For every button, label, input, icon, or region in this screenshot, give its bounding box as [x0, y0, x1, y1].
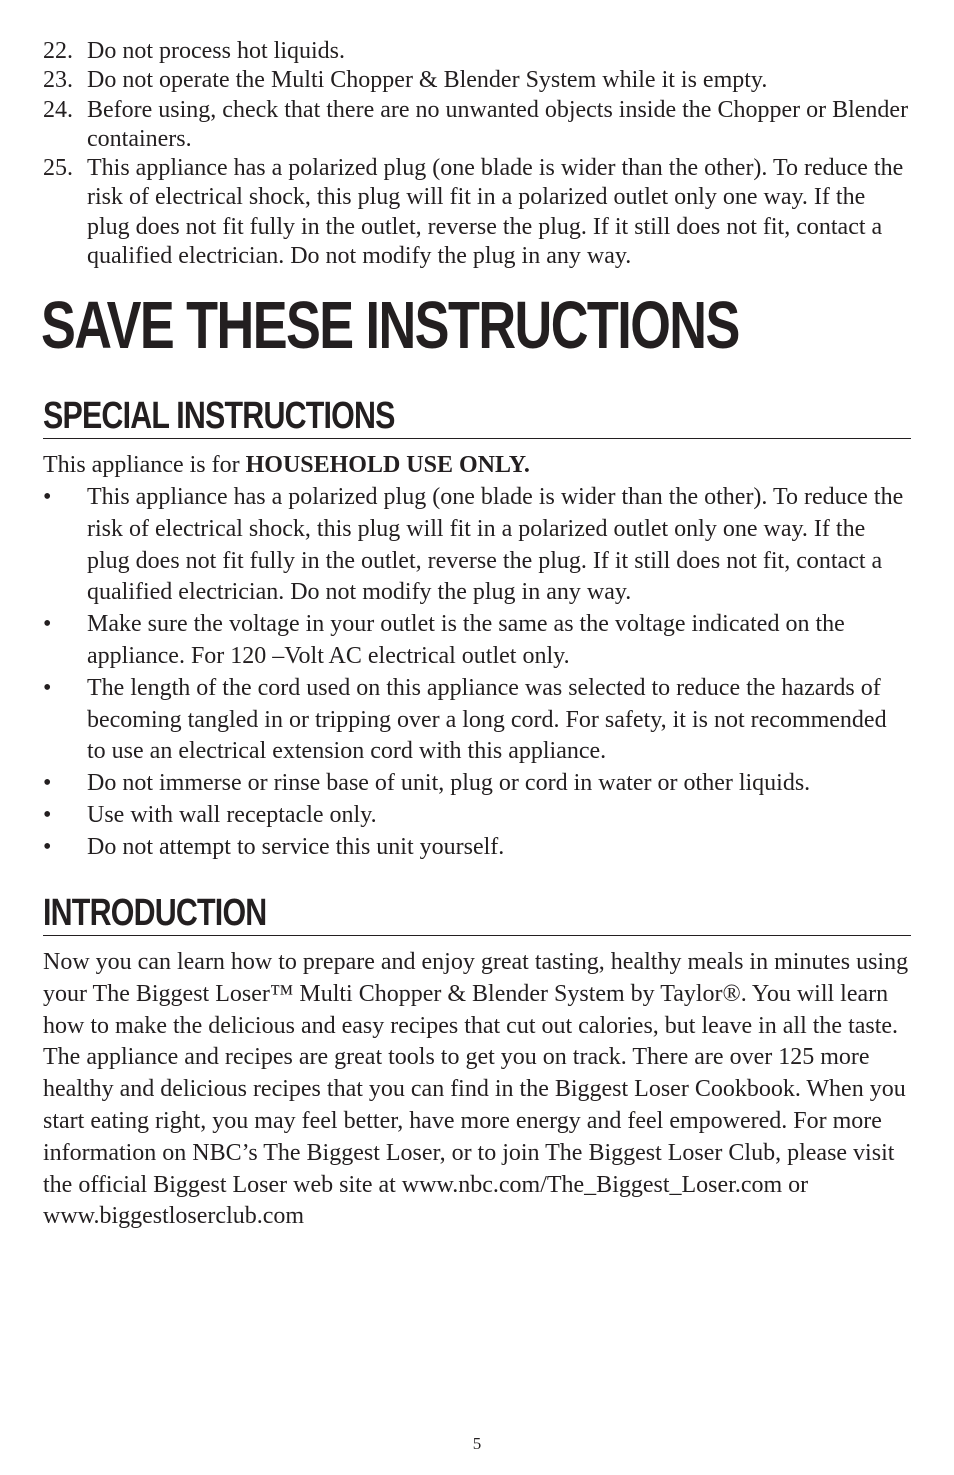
list-item [43, 673, 911, 768]
list-item [43, 96, 911, 155]
introduction-heading [43, 891, 911, 936]
list-item [43, 609, 911, 673]
bullet-text: Do not immerse or rinse base of unit, plug or cord in water or other liquids. [87, 770, 811, 797]
bullet-icon: • [43, 801, 52, 828]
bullet-icon: • [43, 833, 52, 860]
bullet-text: Make sure the voltage in your outlet is the same as the voltage indicated on the appliance. For 120 –Volt AC electrical outlet only. [87, 611, 845, 669]
introduction-paragraph: Now you can learn how to prepare and enjoy great tasting, healthy meals in minutes using your The Biggest Loser™ Multi Chopper & Blender System by Taylor®. You will learn how to make the delicious and easy recipes that cut out calories, but leave in all the taste. The appliance and recipes are great tools to get you on track. There are over 125 more healthy and delicious recipes that you can find in the Biggest Loser Cookbook. When you start eating right, you may feel better, have more energy and feel empowered. For more information on NBC’s The Biggest Loser, or to join The Biggest Loser Club, please visit the official Biggest Loser web site at www.nbc.com/The_Biggest_Loser.com or www.biggestloserclub.com [43, 949, 909, 1230]
bullet-text: The length of the cord used on this appliance was selected to reduce the hazards of becoming tangled in or tripping over a long cord. For safety, it is not recommended to use an electrical extension cord with this appliance. [87, 674, 887, 765]
save-instructions-title: SAVE THESE INSTRUCTIONS [41, 288, 739, 363]
item-text: This appliance has a polarized plug (one blade is wider than the other). To reduce the risk of electrical shock, this plug will fit in a polarized outlet only one way. If the plug does not fit fully in the outlet, reverse the plug. If it still does not fit, contact a qualified electrician. Do not modify the plug in any way. [87, 155, 904, 270]
bullet-icon: • [43, 770, 52, 797]
item-number: 23. [43, 67, 73, 94]
heading-text: SPECIAL INSTRUCTIONS [43, 395, 395, 437]
bullet-icon: • [43, 611, 52, 638]
item-number: 25. [43, 155, 73, 182]
list-item [43, 832, 911, 864]
bullet-text: Do not attempt to service this unit yourself. [87, 833, 505, 860]
special-instructions-heading [43, 394, 911, 439]
household-use-note [43, 450, 911, 482]
item-text: Do not process hot liquids. [87, 38, 345, 64]
bullet-text: Use with wall receptacle only. [87, 801, 377, 828]
item-text: Do not operate the Multi Chopper & Blender System while it is empty. [87, 67, 768, 94]
page-number: 5 [472, 1434, 482, 1453]
item-text: Before using, check that there are no unwanted objects inside the Chopper or Blender containers. [87, 96, 909, 152]
bullet-icon: • [43, 484, 52, 510]
bullet-text: This appliance has a polarized plug (one blade is wider than the other). To reduce the risk of electrical shock, this plug will fit in a polarized outlet only one way. If the plug does not fit fully in the outlet, reverse the plug. If it still does not fit, contact a qualified electrician. Do not modify the plug in any way. [87, 484, 904, 606]
list-item [43, 482, 911, 609]
list-item [43, 800, 911, 832]
note-prefix: This appliance is for [43, 452, 246, 478]
list-item [43, 768, 911, 800]
special-instructions-list [43, 482, 911, 864]
note-bold: HOUSEHOLD USE ONLY. [245, 452, 530, 478]
item-number: 24. [43, 96, 73, 123]
list-item [43, 154, 911, 271]
bullet-icon: • [43, 674, 52, 701]
item-number: 22. [43, 38, 73, 64]
list-item [43, 66, 911, 95]
list-item [43, 37, 911, 66]
numbered-safety-list [43, 37, 911, 271]
heading-text: INTRODUCTION [43, 892, 267, 934]
